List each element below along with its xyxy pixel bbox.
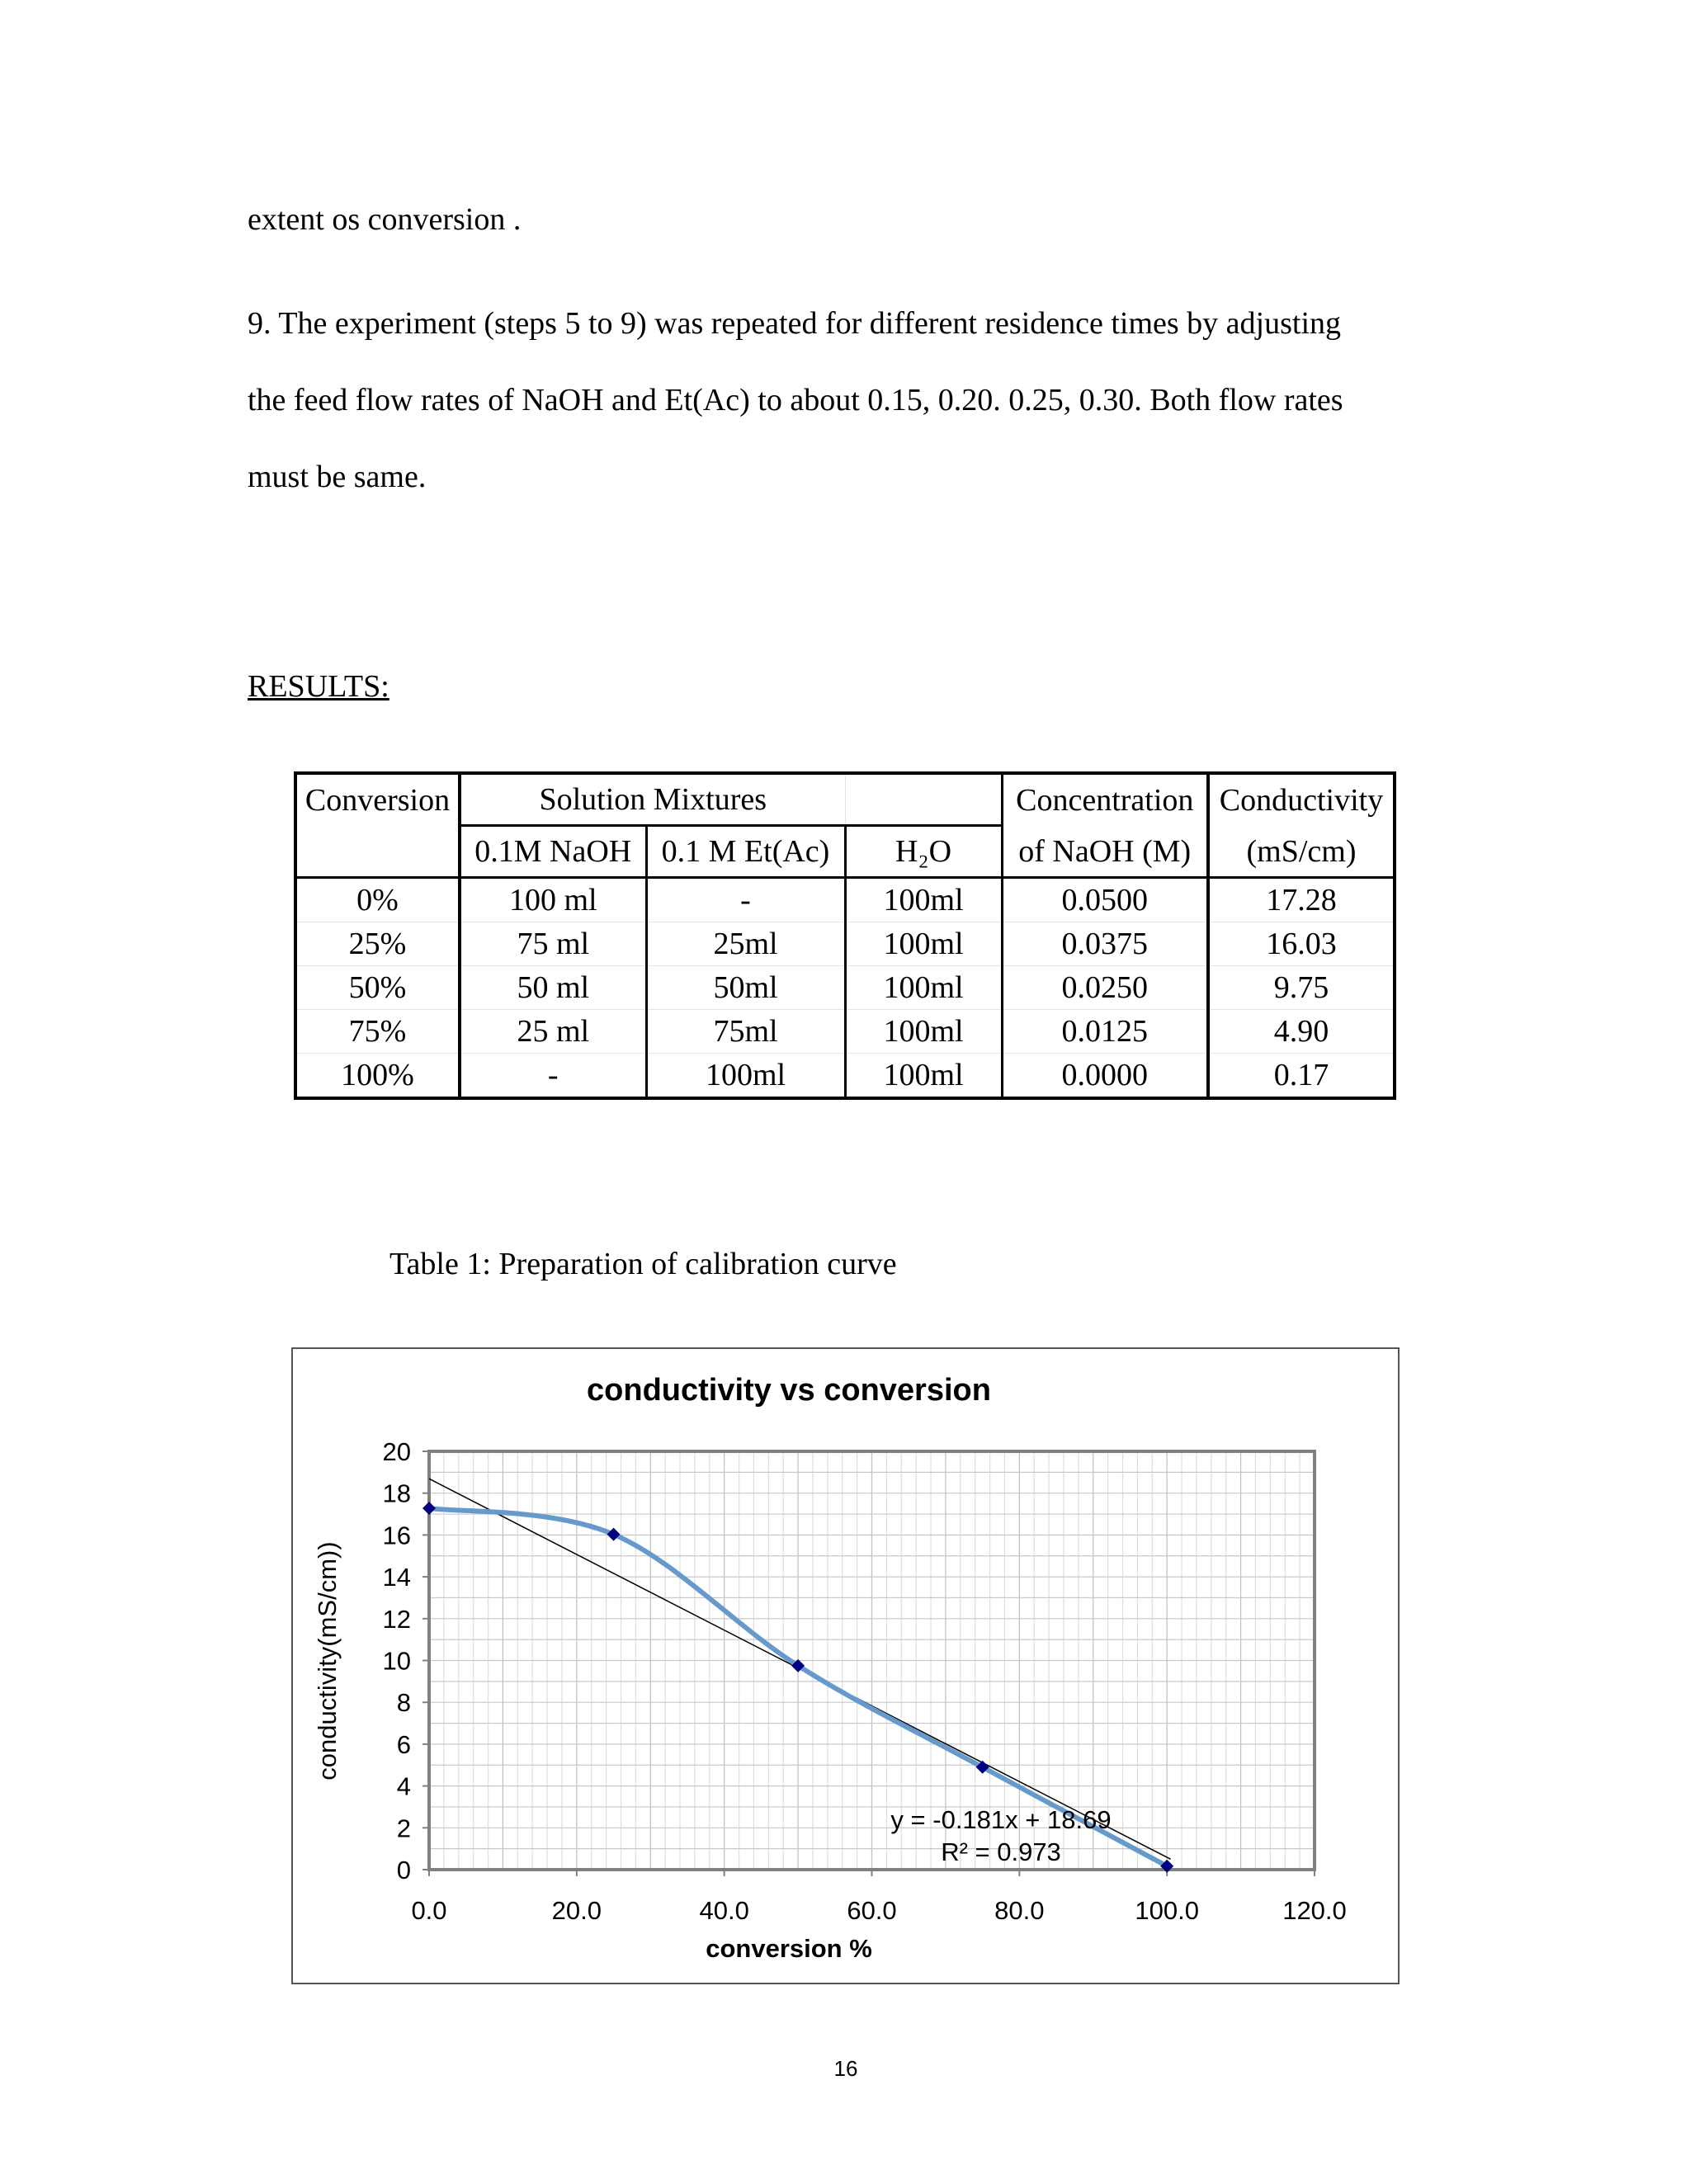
cell-conversion: 100% [295, 1054, 460, 1099]
y-tick-label: 18 [382, 1479, 411, 1508]
header-concentration: Concentration [1002, 773, 1208, 826]
body-text-line: extent os conversion . [248, 202, 522, 237]
cell-conversion: 50% [295, 966, 460, 1010]
y-tick-label: 4 [396, 1771, 411, 1801]
header-naoh: 0.1M NaOH [460, 826, 646, 878]
chart-frame [291, 1347, 1400, 1984]
y-tick-label: 12 [382, 1604, 411, 1634]
header-concentration-unit: of NaOH (M) [1002, 826, 1208, 878]
table-row [295, 1010, 1395, 1054]
y-tick-label: 2 [396, 1814, 411, 1843]
table-caption: Table 1: Preparation of calibration curve [389, 1247, 897, 1281]
cell-concentration: 0.0125 [1002, 1010, 1208, 1054]
cell-conversion: 25% [295, 922, 460, 966]
body-text-line: 9. The experiment (steps 5 to 9) was repeated for different residence times by adjusting [248, 306, 1342, 341]
table-row [295, 922, 1395, 966]
header-conversion-blank [295, 826, 460, 878]
cell-etac: 25ml [646, 922, 845, 966]
body-text-line: must be same. [248, 460, 427, 494]
cell-conductivity: 4.90 [1208, 1010, 1395, 1054]
cell-concentration: 0.0375 [1002, 922, 1208, 966]
header-blank [845, 773, 1002, 826]
cell-conductivity: 9.75 [1208, 966, 1395, 1010]
y-axis-label: conductivity(mS/cm)) [313, 1541, 342, 1781]
cell-conductivity: 17.28 [1208, 878, 1395, 922]
cell-etac: 50ml [646, 966, 845, 1010]
cell-etac: 75ml [646, 1010, 845, 1054]
x-tick-label: 100.0 [1135, 1896, 1199, 1925]
y-tick-label: 10 [382, 1646, 411, 1676]
header-conversion: Conversion [295, 773, 460, 826]
cell-conversion: 75% [295, 1010, 460, 1054]
x-tick-label: 120.0 [1282, 1896, 1347, 1925]
cell-naoh: 50 ml [460, 966, 646, 1010]
cell-naoh: 25 ml [460, 1010, 646, 1054]
y-tick-label: 16 [382, 1521, 411, 1550]
x-tick-label: 60.0 [847, 1896, 897, 1925]
cell-water: 100ml [845, 1010, 1002, 1054]
cell-concentration: 0.0000 [1002, 1054, 1208, 1099]
cell-water: 100ml [845, 1054, 1002, 1099]
header-etac: 0.1 M Et(Ac) [646, 826, 845, 878]
cell-naoh: 75 ml [460, 922, 646, 966]
calibration-table [294, 771, 1396, 1100]
y-tick-label: 6 [396, 1729, 411, 1759]
cell-conductivity: 0.17 [1208, 1054, 1395, 1099]
x-tick-label: 20.0 [551, 1896, 602, 1925]
header-solution-mixtures: Solution Mixtures [460, 773, 845, 826]
body-text-line: the feed flow rates of NaOH and Et(Ac) to about 0.15, 0.20. 0.25, 0.30. Both flow rates [248, 383, 1343, 417]
cell-conversion: 0% [295, 878, 460, 922]
chart-title: conductivity vs conversion [587, 1373, 991, 1408]
header-water: H₂O [845, 826, 1002, 878]
header-conductivity: Conductivity [1208, 773, 1395, 826]
table-row [295, 966, 1395, 1010]
x-tick-label: 80.0 [994, 1896, 1045, 1925]
results-heading: RESULTS: [248, 669, 389, 704]
x-tick-label: 0.0 [411, 1896, 447, 1925]
cell-concentration: 0.0500 [1002, 878, 1208, 922]
cell-naoh: - [460, 1054, 646, 1099]
x-tick-label: 40.0 [699, 1896, 749, 1925]
table-row [295, 1054, 1395, 1099]
header-conductivity-unit: (mS/cm) [1208, 826, 1395, 878]
cell-concentration: 0.0250 [1002, 966, 1208, 1010]
cell-etac: - [646, 878, 845, 922]
y-tick-label: 8 [396, 1688, 411, 1718]
cell-water: 100ml [845, 922, 1002, 966]
y-tick-label: 14 [382, 1563, 411, 1592]
y-tick-label: 0 [396, 1856, 411, 1884]
page-number: 16 [833, 2056, 858, 2081]
cell-water: 100ml [845, 878, 1002, 922]
cell-water: 100ml [845, 966, 1002, 1010]
r-squared-label: R² = 0.973 [941, 1837, 1061, 1866]
trendline-equation: y = -0.181x + 18.69 [890, 1805, 1112, 1834]
y-tick-label: 20 [382, 1437, 411, 1466]
table-row [295, 878, 1395, 922]
conductivity-chart [293, 1349, 1398, 1983]
cell-conductivity: 16.03 [1208, 922, 1395, 966]
cell-etac: 100ml [646, 1054, 845, 1099]
cell-naoh: 100 ml [460, 878, 646, 922]
x-axis-label: conversion % [706, 1934, 872, 1963]
